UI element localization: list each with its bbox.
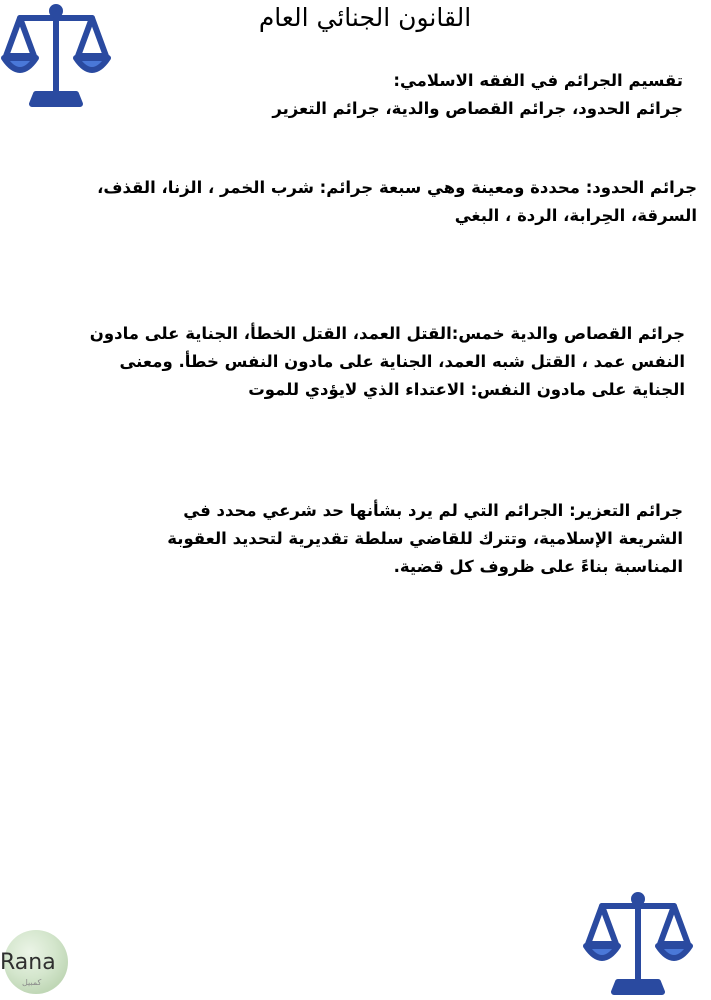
watermark-name: Rana	[0, 950, 56, 975]
paragraph-classification	[203, 67, 683, 123]
text-line: تقسيم الجرائم في الفقه الاسلامي:	[393, 71, 683, 90]
scale-of-justice-icon	[582, 888, 694, 1000]
text-line: جرائم الحدود: محددة ومعينة وهي سبعة جرائم: شرب الخمر ، الزنا، القذف،	[97, 178, 697, 197]
text-line: الشريعة الإسلامية، وتترك للقاضي سلطة تقديرية لتحديد العقوبة	[167, 529, 683, 548]
text-line: المناسبة بناءً على ظروف كل قضية.	[393, 557, 683, 576]
text-line: جرائم القصاص والدية خمس:القتل العمد، القتل الخطأ، الجناية على مادون	[89, 324, 685, 343]
text-line: السرقة، الحِرابة، الردة ، البغي	[454, 206, 697, 225]
text-line: النفس عمد ، القتل شبه العمد، الجناية على مادون النفس خطأ. ومعنى	[119, 352, 685, 371]
paragraph-tazir	[123, 497, 683, 581]
paragraph-hudud	[7, 174, 697, 230]
watermark-subtext: كمبيل	[22, 978, 42, 987]
scale-of-justice-icon	[0, 0, 112, 112]
watermark-logo	[0, 928, 74, 1000]
page-title: القانون الجنائي العام	[258, 3, 472, 32]
paragraph-qisas	[45, 320, 685, 404]
text-line: الجناية على مادون النفس: الاعتداء الذي لايؤدي للموت	[248, 380, 685, 399]
text-line: جرائم التعزير: الجرائم التي لم يرد بشأنها حد شرعي محدد في	[183, 501, 683, 520]
text-line: جرائم الحدود، جرائم القصاص والدية، جرائم التعزير	[272, 99, 683, 118]
